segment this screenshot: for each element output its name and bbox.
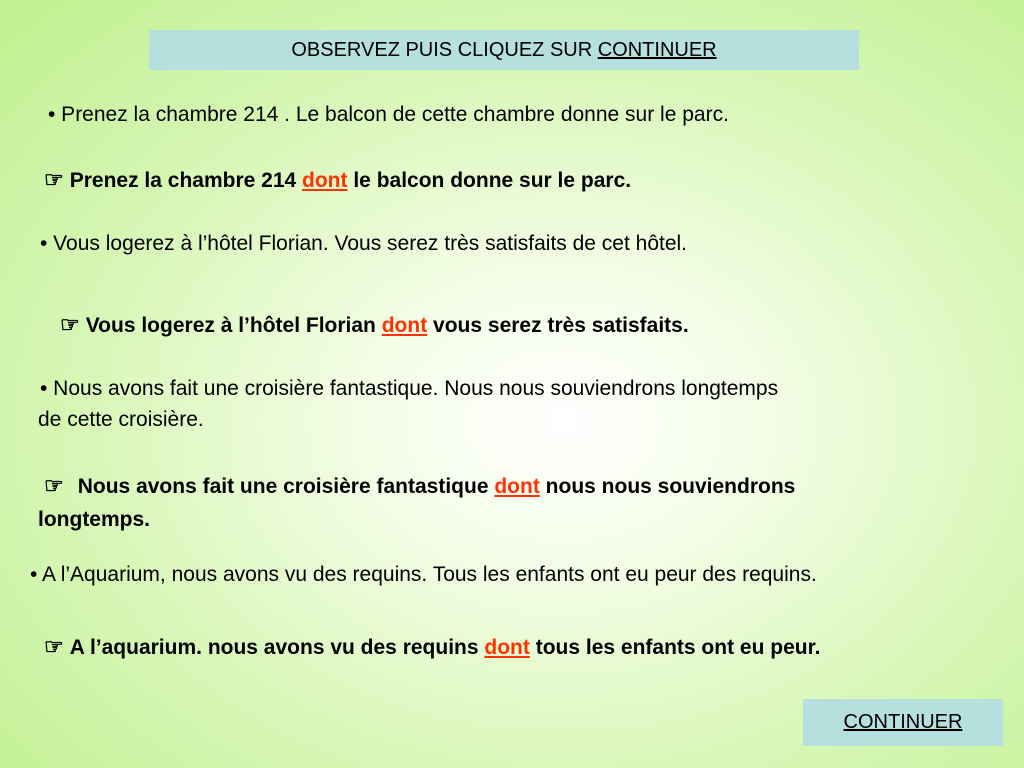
pointing-hand-icon: ☞ bbox=[60, 312, 80, 337]
sentence-3-line-1: • Nous avons fait une croisière fantastique. Nous nous souviendrons longtemps bbox=[40, 377, 779, 400]
answer-1 bbox=[44, 165, 631, 196]
sentence-1: • Prenez la chambre 214 . Le balcon de cette chambre donne sur le parc. bbox=[48, 103, 729, 126]
answer-4-after: tous les enfants ont eu peur. bbox=[529, 636, 821, 659]
answer-4-before: A l’aquarium. nous avons vu des requins bbox=[69, 636, 485, 659]
answer-2 bbox=[60, 310, 689, 341]
answer-3-line-1 bbox=[44, 471, 795, 502]
pointing-hand-icon: ☞ bbox=[44, 634, 64, 659]
instruction-banner bbox=[149, 30, 859, 70]
answer-3-after: nous nous souviendrons bbox=[539, 475, 796, 498]
answer-2-before: Vous logerez à l’hôtel Florian bbox=[85, 314, 382, 337]
answer-3-line-2: longtemps. bbox=[38, 508, 151, 531]
dont-word: dont bbox=[302, 169, 348, 192]
sentence-4: • A l’Aquarium, nous avons vu des requins. Tous les enfants ont eu peur des requins. bbox=[30, 563, 817, 586]
answer-4 bbox=[44, 632, 820, 663]
sentence-3-line-2: de cette croisière. bbox=[38, 408, 204, 431]
dont-word: dont bbox=[494, 475, 540, 498]
answer-3-before: Nous avons fait une croisière fantastique bbox=[77, 475, 495, 498]
answer-1-before: Prenez la chambre 214 bbox=[69, 169, 303, 192]
instruction-text: OBSERVEZ PUIS CLIQUEZ SUR bbox=[291, 38, 598, 61]
dont-word: dont bbox=[484, 636, 530, 659]
dont-word: dont bbox=[381, 314, 428, 337]
pointing-hand-icon: ☞ bbox=[44, 167, 64, 192]
instruction-continuer-word: CONTINUER bbox=[597, 38, 717, 61]
sentence-2: • Vous logerez à l’hôtel Florian. Vous serez très satisfaits de cet hôtel. bbox=[40, 232, 688, 255]
answer-2-after: vous serez très satisfaits. bbox=[427, 314, 689, 337]
continue-button[interactable]: CONTINUER bbox=[803, 699, 1003, 746]
answer-1-after: le balcon donne sur le parc. bbox=[347, 169, 632, 192]
pointing-hand-icon: ☞ bbox=[44, 473, 64, 498]
